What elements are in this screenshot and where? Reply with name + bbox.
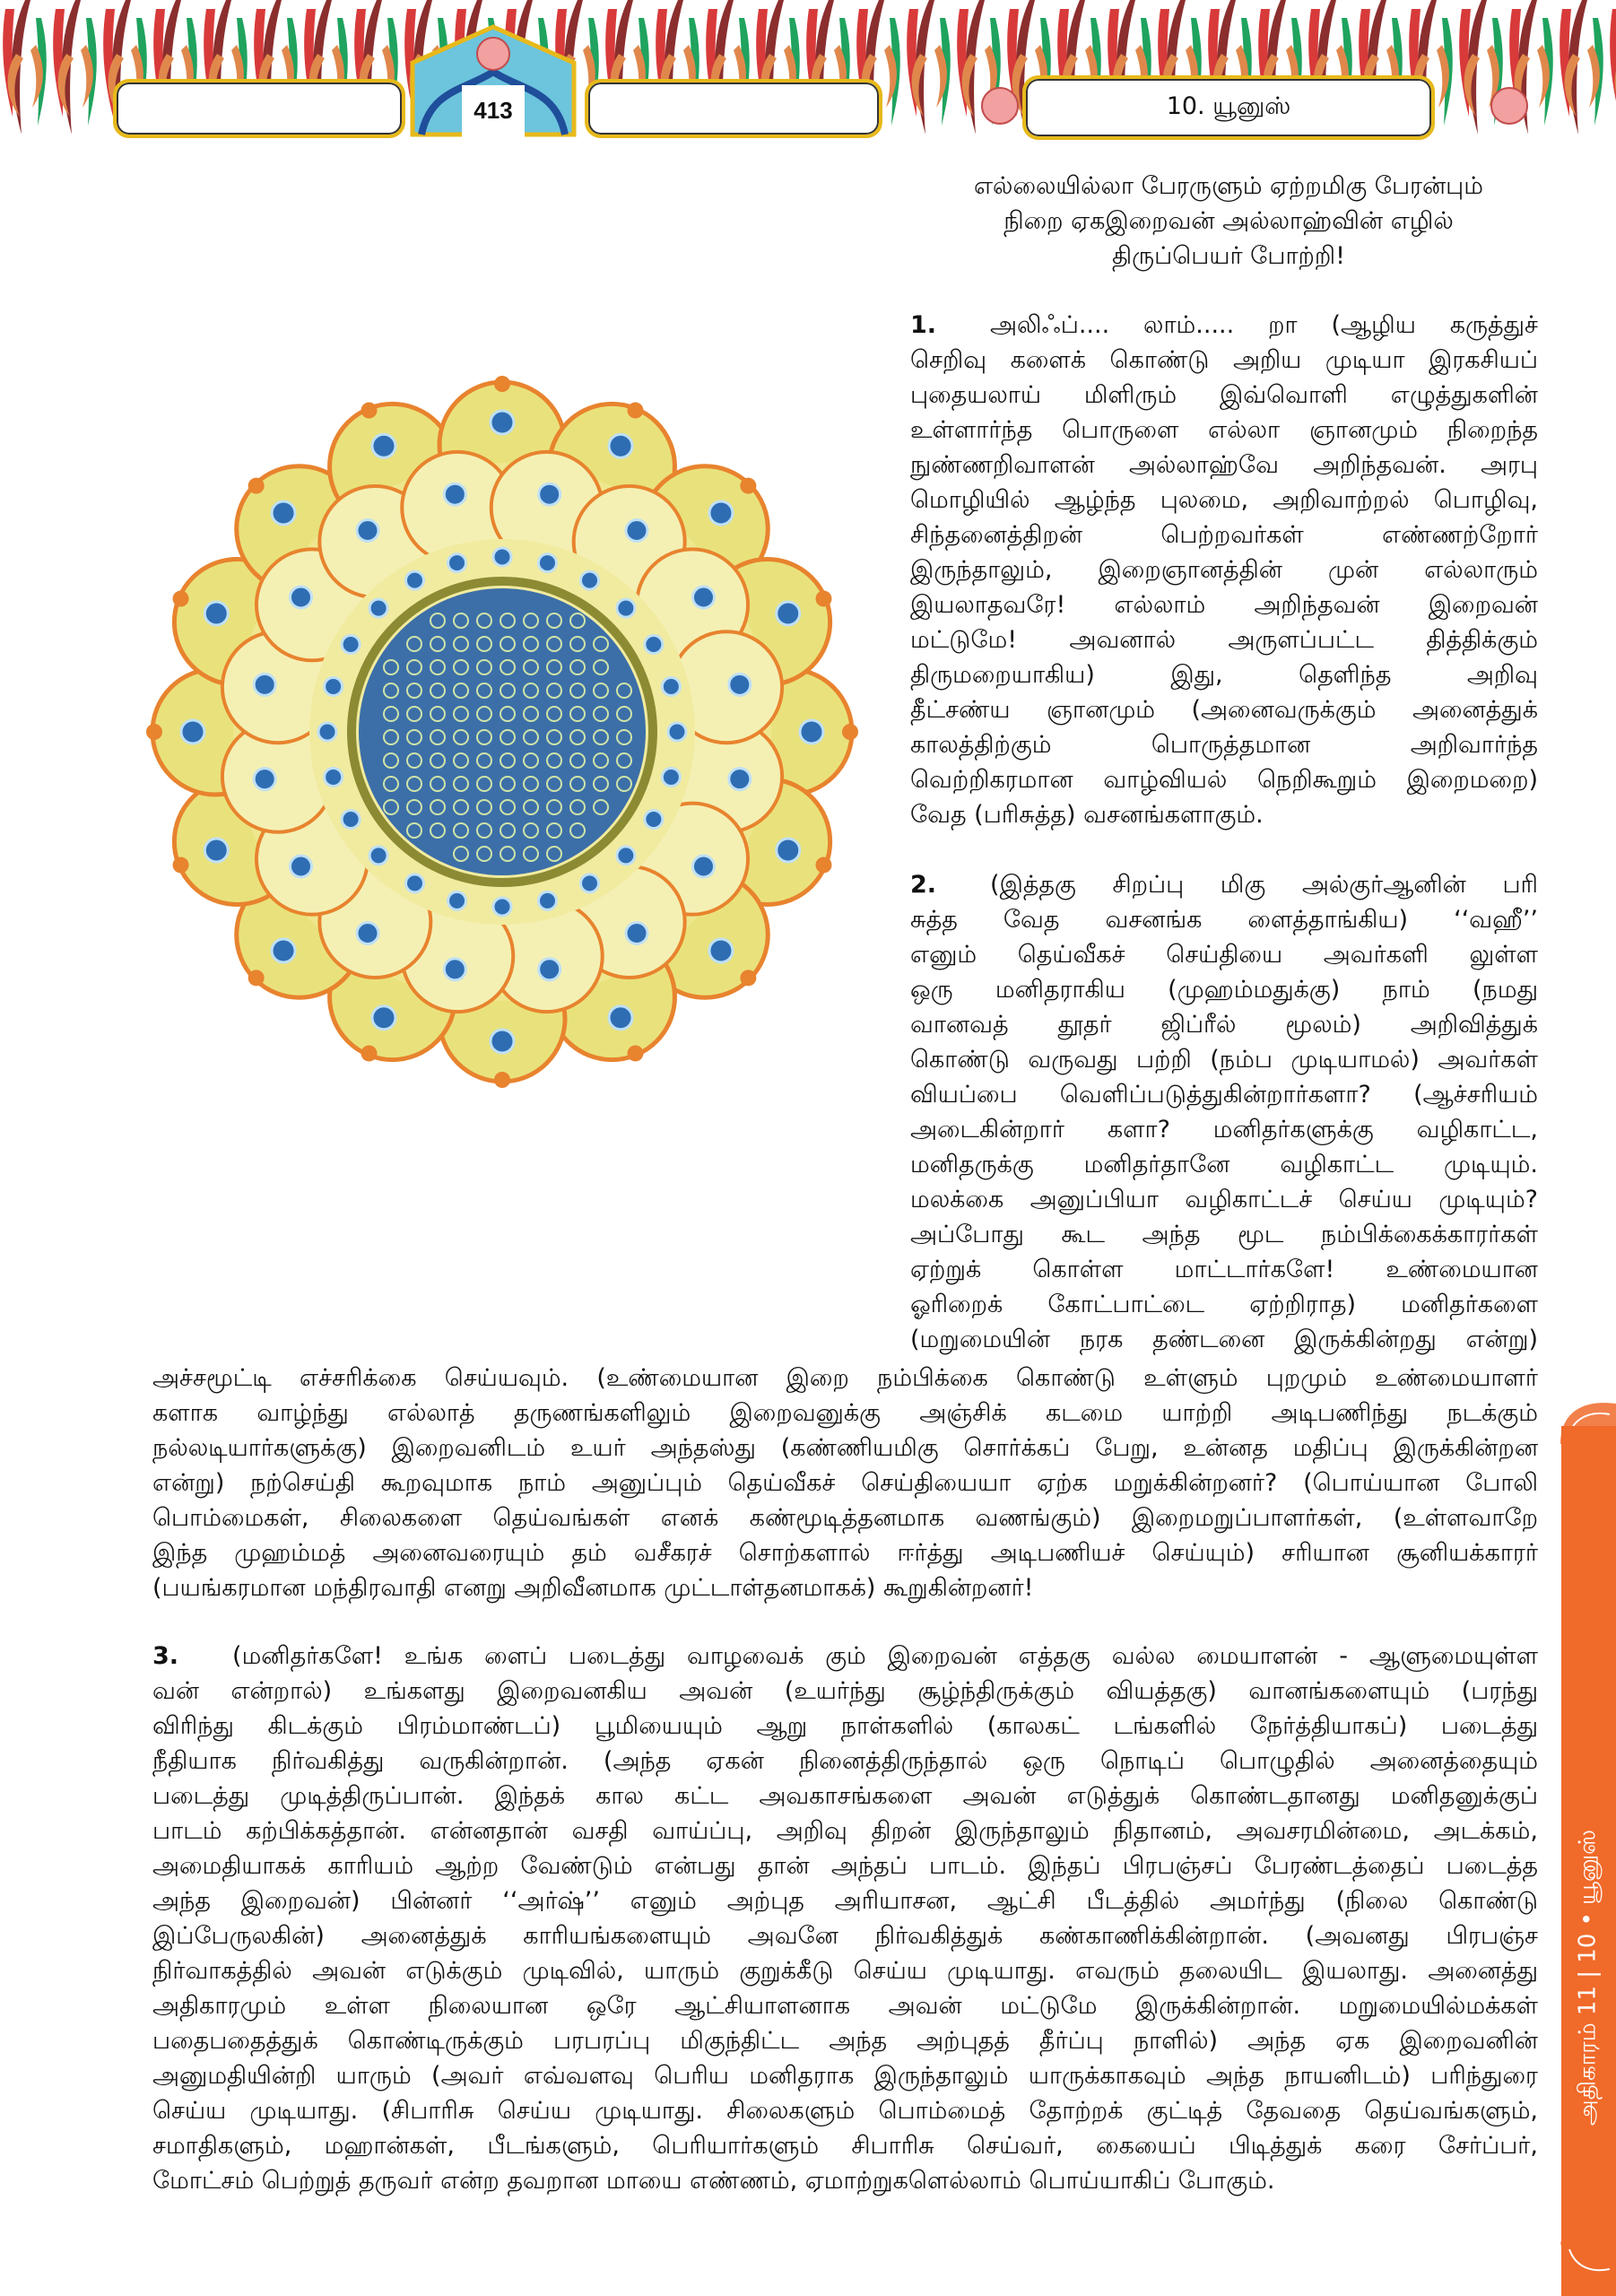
text-line: நிர்வாகத்தில் அவன் எடுக்கும் முடிவில், யாரும் குறுக்கீடு செய்ய முடியாது. எவரும் தலையிட இயலாது. அனைத்து <box>152 1957 1538 1985</box>
blue-rosette <box>357 922 378 944</box>
blue-rosette <box>444 483 465 505</box>
lobe-tip <box>173 857 189 873</box>
blue-rosette <box>406 874 424 892</box>
chapter-title: 10. யூனுஸ் <box>1166 92 1291 120</box>
text-line <box>910 867 1538 902</box>
text-line <box>152 1639 1538 1674</box>
blue-rosette <box>662 768 680 786</box>
blue-rosette <box>668 723 686 741</box>
text-line: வானவத் தூதர் ஜிப்ரீல் மூலம்) அறிவித்துக் <box>910 1011 1538 1039</box>
lobe-tip <box>248 478 265 494</box>
bismillah-line: திருப்பெயர் போற்றி! <box>1112 242 1345 270</box>
side-tab-ornament-bottom <box>1556 2233 1616 2287</box>
blue-rosette <box>609 1006 632 1030</box>
verse-2 <box>910 867 1538 1357</box>
blue-rosette <box>318 723 336 741</box>
text-line <box>910 308 1538 343</box>
text-line: அனுமதியின்றி யாரும் (அவர் எவ்வளவு பெரிய மனிதராக இருந்தாலும் யாருக்காகவும் அந்த நாயனிடம்) பரிந்துரை <box>152 2062 1538 2090</box>
blue-rosette <box>491 411 514 434</box>
bismillah-line: நிறை ஏகஇறைவன் அல்லாஹ்வின் எழில் <box>1003 207 1454 235</box>
blue-rosette <box>357 520 378 542</box>
blue-rosette <box>538 554 556 572</box>
blue-rosette <box>444 959 465 980</box>
header-middle-frame <box>585 79 882 138</box>
blue-rosette <box>372 434 395 457</box>
lobe-tip <box>361 1045 378 1061</box>
text-line: செறிவு களைக் கொண்டு அறிய முடியா இரகசியப் <box>910 346 1538 374</box>
verse-1 <box>910 308 1538 832</box>
blue-rosette <box>448 554 466 572</box>
lobe-tip <box>173 591 189 607</box>
blue-rosette <box>709 939 733 962</box>
blue-rosette <box>777 602 800 625</box>
blue-rosette <box>369 847 387 865</box>
blue-rosette <box>692 587 714 608</box>
text-line: புதையலாய் மிளிரும் இவ்வொளி எழுத்துகளின் <box>910 381 1538 409</box>
text-line: படைத்து முடித்திருப்பான். இந்தக் கால கட்ட அவகாசங்களை அவன் எடுத்துக் கொண்டதானது மனிதனுக்குப் <box>152 1782 1538 1810</box>
blue-rosette <box>369 599 387 617</box>
blue-rosette <box>254 769 275 790</box>
text-line: வியப்பை வெளிப்படுத்துகின்றார்களா? (ஆச்சரியம் <box>910 1081 1538 1109</box>
blue-rosette <box>204 839 228 862</box>
text-line: நீதியாக நிர்வகித்து வருகின்றான். (அந்த ஏகன் நினைத்திருந்தால் ஒரு நொடிப் பொழுதில் அனைத்தையும் <box>152 1747 1538 1775</box>
text-line: வெற்றிகரமான வாழ்வியல் நெறிகூறும் இறைமறை) <box>910 766 1538 794</box>
blue-rosette <box>626 520 647 542</box>
page-number: 413 <box>474 97 513 124</box>
side-tab-label: அதிகாரம் 11 | 10 • யூனுஸ் <box>1574 1829 1602 2126</box>
blue-rosette <box>609 434 632 457</box>
blue-rosette <box>448 891 466 909</box>
lobe-tip <box>248 970 265 986</box>
text-line: அந்த இறைவன்) பின்னர் ‘‘அர்ஷ்’’ எனும் அற்புத அரியாசன, ஆட்சி பீடத்தில் அமர்ந்து (நிலை கொண்டு <box>152 1887 1538 1915</box>
text-line: விரிந்து கிடக்கும் பிரம்மாண்டப்) பூமியையும் ஆறு நாள்களில் (காலகட் டங்களில் நேர்த்தியாகப்) படைத்து <box>152 1712 1538 1740</box>
lobe-tip <box>740 970 756 986</box>
text-line: (மறுமையின் நரக தண்டனை இருக்கின்றது என்று) <box>910 1326 1538 1353</box>
blue-rosette <box>617 847 635 865</box>
blue-rosette <box>709 501 733 525</box>
text-line: அடைகின்றார் களா? மனிதர்களுக்கு வழிகாட்ட, <box>910 1116 1538 1144</box>
blue-rosette <box>800 720 823 744</box>
text-line: செய்ய முடியாது. (சிபாரிசு செய்ய முடியாது. சிலைகளும் பொம்மைத் தோற்றக் குட்டித் தேவதை தெய்வங்களும், <box>152 2097 1538 2125</box>
page-header <box>0 0 1616 139</box>
text-line: இயலாதவரே! எல்லாம் அறிந்தவன் இறைவன் <box>910 591 1538 619</box>
text-line: நுண்ணறிவாளன் அல்லாஹ்வே அறிந்தவன். அரபு <box>910 451 1538 479</box>
text-line: வன் என்றால்) உங்களது இறைவனகிய அவன் (உயர்ந்து சூழ்ந்திருக்கும் வியத்தகு) வானங்களையும் (பரந்து <box>152 1677 1538 1705</box>
blue-rosette <box>617 599 635 617</box>
blue-rosette <box>493 548 511 566</box>
blue-rosette <box>291 587 312 608</box>
text-line: நல்லடியார்களுக்கு) இறைவனிடம் உயர் அந்தஸ்து (கண்ணியமிகு சொர்க்கப் பேறு, உன்னத மதிப்பு இருக்கின்றன <box>152 1434 1538 1462</box>
blue-rosette <box>645 636 663 654</box>
text-line: சமாதிகளும், மஹான்கள், பீடங்களும், பெரியார்களும் சிபாரிசு செய்வர், கையைப் பிடித்துக் கரை சேர்ப்பர், <box>152 2132 1538 2160</box>
blue-rosette <box>272 939 295 962</box>
text-line: களாக வாழ்ந்து எல்லாத் தருணங்களிலும் இறைவனுக்கு அஞ்சிக் கடமை யாற்றி அடிபணிந்து நடக்கும் <box>152 1399 1538 1427</box>
text-line: அப்போது கூட அந்த மூட நம்பிக்கைக்காரர்கள் <box>910 1221 1538 1248</box>
text-line: சிந்தனைத்திறன் பெற்றவர்கள் எண்ணற்றோர் <box>910 521 1538 549</box>
text-line: சுத்த வேத வசனங்க ளைத்தாங்கிய) ‘‘வஹீ’’ <box>910 906 1538 934</box>
blue-rosette <box>645 811 663 829</box>
text-line: மொழியில் ஆழ்ந்த புலமை, அறிவாற்றல் பொழிவு, <box>910 486 1538 514</box>
blue-rosette <box>539 959 560 980</box>
blue-rosette <box>777 839 800 862</box>
verse-number: 2. <box>910 871 937 899</box>
bismillah-invocation <box>924 169 1533 274</box>
blue-rosette <box>581 571 599 589</box>
text-line: இருந்தாலும், இறைஞானத்தின் முன் எல்லாரும் <box>910 556 1538 584</box>
lobe-tip <box>627 403 643 419</box>
text-line: இந்த முஹம்மத் அனைவரையும் தம் வசீகரச் சொற்களால் ஈர்த்து அடிபணியச் செய்யும்) சரியான சூனியக்காரர் <box>152 1539 1538 1567</box>
blue-rosette <box>204 602 228 625</box>
text-line: எனும் தெய்வீகச் செய்தியை அவர்களி லுள்ள <box>910 941 1538 969</box>
verse-number: 3. <box>152 1642 179 1670</box>
line-text: (இத்தகு சிறப்பு மிகு அல்குர்ஆனின் பரி <box>990 871 1538 899</box>
text-line: ஏற்றுக் கொள்ள மாட்டார்களே! உண்மையான <box>910 1256 1538 1283</box>
blue-rosette <box>729 674 751 695</box>
text-line: (பயங்கரமான மந்திரவாதி எனறு அறிவீனமாக முட்டாள்தனமாகக்) கூறுகின்றனர்! <box>152 1574 1034 1602</box>
blue-rosette <box>662 678 680 696</box>
line-text: (மனிதர்களே! உங்க ளைப் படைத்து வாழவைக் கும் இறைவன் எத்தகு வல்ல மையாளன் - ஆளுமையுள்ள <box>232 1642 1538 1670</box>
text-line: மோட்சம் பெற்றுத் தருவர் என்ற தவறான மாயை எண்ணம், ஏமாற்றுகளெல்லாம் பொய்யாகிப் போகும். <box>152 2167 1275 2195</box>
blue-rosette <box>692 856 714 877</box>
blue-rosette <box>493 898 511 916</box>
blue-rosette <box>181 720 204 744</box>
text-line: இப்பேருலகின்) அனைத்துக் காரியங்களையும் அவனே நிர்வகித்துக் கண்காணிக்கின்றான். (அவனது பிரபஞ்ச <box>152 1922 1538 1950</box>
text-line: பாடம் கற்பிக்கத்தான். என்னதான் வசதி வாய்ப்பு, அறிவு திறன் இருந்தாலும் நிதானம், அவசரமின்மை, அடக்கம், <box>152 1817 1538 1845</box>
text-line: பதைபதைத்துக் கொண்டிருக்கும் பரபரப்பு மிகுந்திட்ட அந்த அற்புதத் தீர்ப்பு நாளில்) அந்த ஏக இறைவனின் <box>152 2027 1538 2055</box>
verse-2-continuation <box>152 1361 1538 1605</box>
text-line: என்று) நற்செய்தி கூறவுமாக நாம் அனுப்பும் தெய்வீகச் செய்தியையா ஏற்க மறுக்கின்றனர்? (பொய்யான போலி <box>152 1469 1538 1497</box>
lobe-tip <box>494 376 510 392</box>
lobe-tip <box>842 724 858 740</box>
line-text: அலிஃப்.... லாம்..... றா (ஆழிய கருத்துச் <box>990 311 1538 339</box>
text-line: அதிகாரமும் உள்ள நிலையான ஒரே ஆட்சியாளனாக அவன் மட்டுமே இருக்கின்றான். மறுமையில்மக்கள் <box>152 1992 1538 2020</box>
text-line: ஓரிறைக் கோட்பாட்டை ஏற்றிராத) மனிதர்களை <box>910 1291 1538 1318</box>
blue-rosette <box>272 501 295 525</box>
blue-rosette <box>729 769 751 790</box>
text-line: தீட்சண்ய ஞானமும் (அனைவருக்கும் அனைத்துக் <box>910 696 1538 724</box>
blue-rosette <box>406 571 424 589</box>
text-line: வேத (பரிசுத்த) வசனங்களாகும். <box>910 801 1264 829</box>
blue-rosette <box>342 811 360 829</box>
blue-rosette <box>372 1006 395 1030</box>
arabesque-medallion <box>143 373 861 1091</box>
lobe-tip <box>740 478 756 494</box>
blue-rosette <box>539 483 560 505</box>
blue-rosette <box>291 856 312 877</box>
lobe-tip <box>146 724 162 740</box>
text-line: அச்சமூட்டி எச்சரிக்கை செய்யவும். (உண்மையான இறை நம்பிக்கை கொண்டு உள்ளும் புறமும் உண்மையாளர் <box>152 1364 1538 1392</box>
blue-rosette <box>491 1030 514 1053</box>
lobe-tip <box>815 857 831 873</box>
text-line: கொண்டு வருவது பற்றி (நம்ப முடியாமல்) அவர்கள் <box>910 1046 1538 1074</box>
header-left-frame <box>113 79 405 138</box>
text-line: மலக்கை அனுப்பியா வழிகாட்டச் செய்ய முடியும்? <box>910 1186 1538 1213</box>
text-line: மனிதருக்கு மனிதர்தானே வழிகாட்ட முடியும். <box>910 1151 1538 1178</box>
blue-rosette <box>325 768 343 786</box>
text-line: பொம்மைகள், சிலைகளை தெய்வங்கள் எனக் கண்மூடித்தனமாக வணங்கும்) இறைமறுப்பாளர்கள், (உள்ளவாறே <box>152 1504 1538 1532</box>
blue-rosette <box>325 678 343 696</box>
blue-rosette <box>538 891 556 909</box>
lobe-tip <box>815 591 831 607</box>
text-line: ஒரு மனிதராகிய (முஹம்மதுக்கு) நாம் (நமது <box>910 976 1538 1004</box>
text-line: மட்டுமே! அவனால் அருளப்பட்ட தித்திக்கும் <box>910 626 1538 654</box>
lobe-tip <box>627 1045 643 1061</box>
verse-3 <box>152 1639 1538 2198</box>
blue-rosette <box>342 636 360 654</box>
verse-number: 1. <box>910 311 937 339</box>
blue-rosette <box>254 674 275 695</box>
lobe-tip <box>494 1072 510 1088</box>
lobe-tip <box>361 403 378 419</box>
blue-rosette <box>581 874 599 892</box>
text-line: உள்ளார்ந்த பொருளை எல்லா ஞானமும் நிறைந்த <box>910 416 1538 444</box>
blue-rosette <box>626 922 647 944</box>
bismillah-line: எல்லையில்லா பேரருளும் ஏற்றமிகு பேரன்பும் <box>973 172 1483 200</box>
text-line: அமைதியாகக் காரியம் ஆற்ற வேண்டும் என்பது தான் அந்தப் பாடம். இந்தப் பிரபஞ்சப் பேரண்டத்தைப் படைத்த <box>152 1852 1538 1880</box>
text-line: காலத்திற்கும் பொருத்தமான அறிவார்ந்த <box>910 731 1538 759</box>
text-line: திருமறையாகிய) இது, தெளிந்த அறிவு <box>910 661 1538 689</box>
